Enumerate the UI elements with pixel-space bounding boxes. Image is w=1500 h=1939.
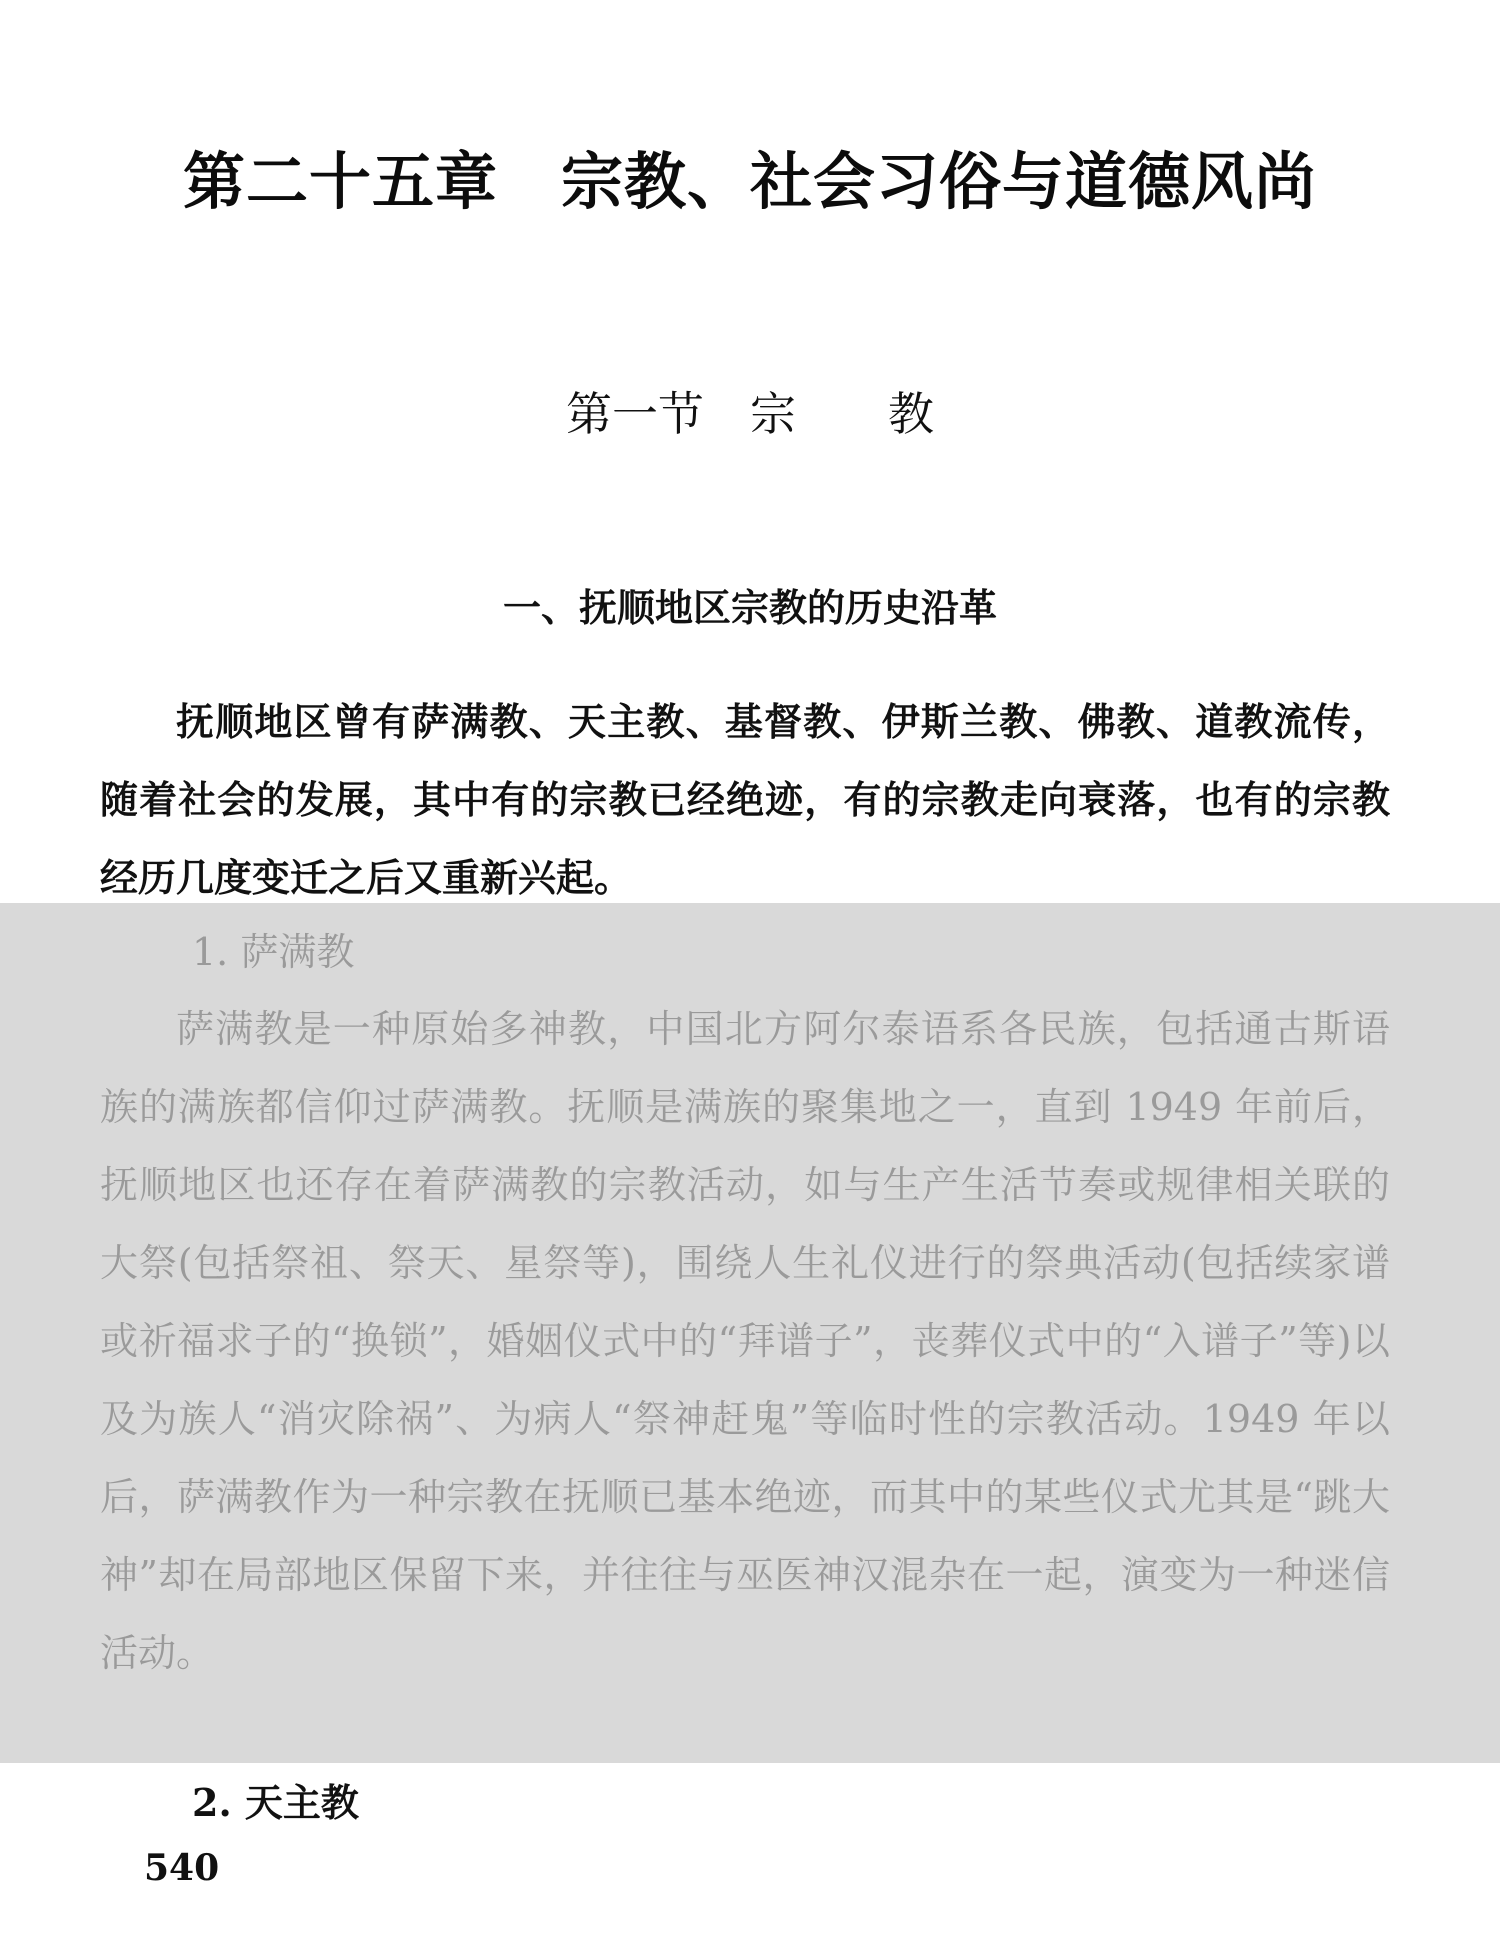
subsection-title: 一、抚顺地区宗教的历史沿革	[502, 586, 997, 630]
chapter-title: 第二十五章 宗教、社会习俗与道德风尚	[182, 145, 1317, 218]
page-number: 540	[144, 1847, 220, 1889]
item-heading-shamanism: 1. 萨满教	[192, 930, 355, 974]
intro-paragraph: 抚顺地区曾有萨满教、天主教、基督教、伊斯兰教、佛教、道教流传，随着社会的发展，其中有的宗教已经绝迹，有的宗教走向衰落，也有的宗教经历几度变迁之后又重新兴起。	[100, 699, 1390, 900]
item-heading-catholicism: 2. 天主教	[192, 1780, 359, 1825]
section-title: 第一节 宗 教	[566, 387, 934, 441]
shamanism-paragraph: 萨满教是一种原始多神教，中国北方阿尔泰语系各民族，包括通古斯语族的满族都信仰过萨满教。抚顺是满族的聚集地之一，直到 1949 年前后，抚顺地区也还存在着萨满教的宗教活动，如与生产生活节奏或规律相关联的大祭(包括祭祖、祭天、星祭等)，围绕人生礼仪进行的祭典活动(包括续家谱或祈福求子的“换锁”，婚姻仪式中的“拜谱子”，丧葬仪式中的“入谱子”等)以及为族人“消灾除祸”、为病人“祭神赶鬼”等临时性的宗教活动。1949 年以后，萨满教作为一种宗教在抚顺已基本绝迹，而其中的某些仪式尤其是“跳大神”却在局部地区保留下来，并往往与巫医神汉混杂在一起，演变为一种迷信活动。	[100, 1007, 1390, 1675]
